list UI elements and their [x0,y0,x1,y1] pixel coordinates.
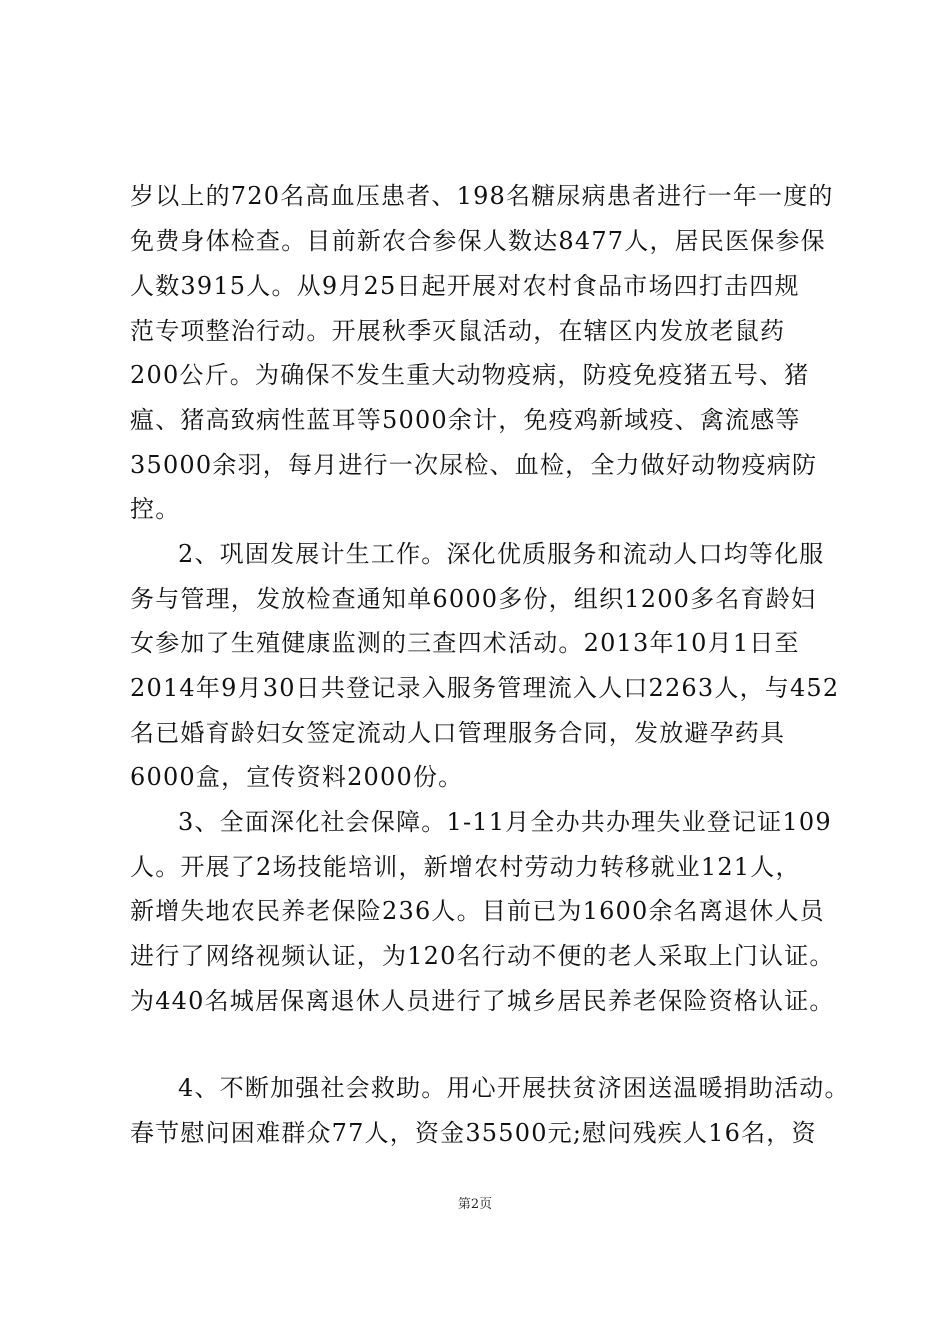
text-line: 名已婚育龄妇女签定流动人口管理服务合同，发放避孕药具 [130,719,786,747]
text-line: 进行了网络视频认证，为120名行动不便的老人采取上门认证。 [130,942,835,970]
text-line: 200公斤。为确保不发生重大动物疫病，防疫免疫猪五号、猪 [130,361,810,389]
text-line: 春节慰问困难群众77人，资金35500元;慰问残疾人16名，资 [130,1119,817,1147]
paragraph-4-first-line: 4、不断加强社会救助。用心开展扶贫济困送温暖捐助活动。 [178,1074,850,1102]
text-line: 35000余羽，每月进行一次尿检、血检，全力做好动物疫病防 [130,451,818,479]
paragraph-2-first-line: 2、巩固发展计生工作。深化优质服务和流动人口均等化服 [178,540,825,568]
text-line: 免费身体检查。目前新农合参保人数达8477人，居民医保参保 [130,227,826,255]
text-line: 范专项整治行动。开展秋季灭鼠活动，在辖区内发放老鼠药 [130,317,786,345]
text-line: 2014年9月30日共登记录入服务管理流入人口2263人，与452 [130,674,840,702]
text-line: 务与管理，发放检查通知单6000多份，组织1200多名育龄妇 [130,585,817,613]
text-line: 为440名城居保离退休人员进行了城乡居民养老保险资格认证。 [130,987,835,1015]
text-line: 女参加了生殖健康监测的三查四术活动。2013年10月1日至 [130,629,800,657]
text-line: 6000盒，宣传资料2000份。 [130,763,464,791]
text-line: 新增失地农民养老保险236人。目前已为1600余名离退休人员 [130,897,825,925]
text-line: 人数3915人。从9月25日起开展对农村食品市场四打击四规 [130,272,800,300]
text-line: 瘟、猪高致病性蓝耳等5000余计，免疫鸡新域疫、禽流感等 [130,406,801,434]
page-number: 第2页 [457,1197,493,1212]
text-line: 岁以上的720名高血压患者、198名糖尿病患者进行一年一度的 [130,182,834,210]
text-line: 人。开展了2场技能培训，新增农村劳动力转移就业121人， [130,853,801,881]
paragraph-3-first-line: 3、全面深化社会保障。1-11月全办共办理失业登记证109 [178,808,832,836]
text-line: 控。 [130,495,181,523]
